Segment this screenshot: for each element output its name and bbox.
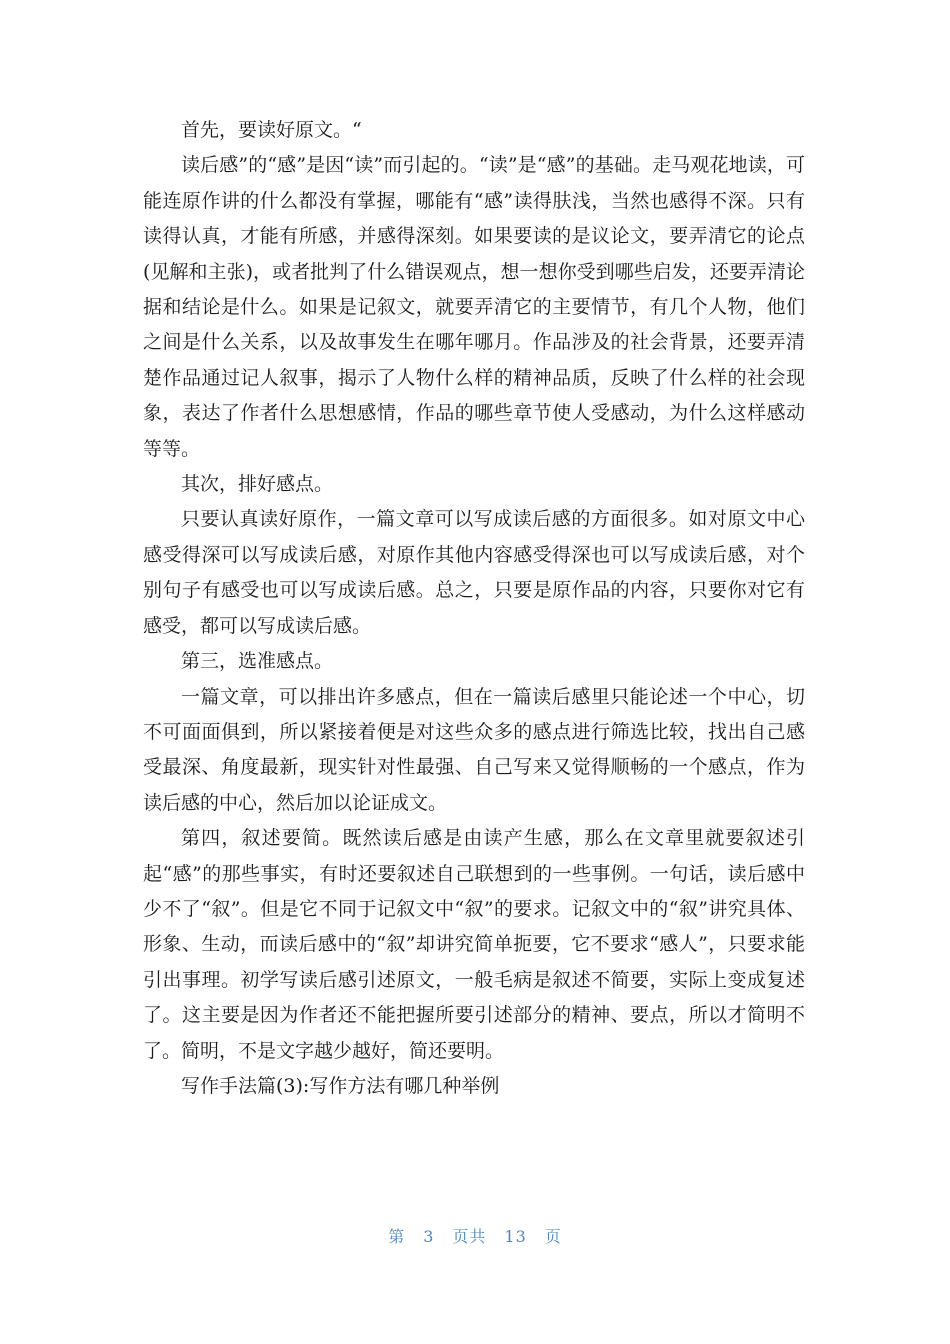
total-pages-number: 13	[504, 1227, 527, 1246]
current-page-number: 3	[423, 1227, 435, 1246]
paragraph: 第四，叙述要简。既然读后感是由读产生感，那么在文章里就要叙述引起“感”的那些事实，有时还要叙述自己联想到的一些事例。一句话，读后感中少不了“叙”。但是它不同于记叙文中“叙”的要求。记叙文中的“叙”讲究具体、形象、生动，而读后感中的“叙”却讲究简单扼要，它不要求“感人”，只要求能引出事理。初学写读后感引述原文，一般毛病是叙述不简要，实际上变成复述了。这主要是因为作者还不能把握所要引述部分的精神、要点，所以才简明不了。简明，不是文字越少越好，简还要明。	[143, 827, 805, 1062]
page-suffix: 页	[544, 1227, 562, 1246]
page-footer	[0, 1224, 950, 1247]
paragraph: 读后感”的“感”是因“读”而引起的。“读”是“感”的基础。走马观花地读，可能连原作讲的什么都没有掌握，哪能有“感”读得肤浅，当然也感得不深。只有读得认真，才能有所感，并感得深刻。如果要读的是议论文，要弄清它的论点(见解和主张)，或者批判了什么错误观点，想一想你受到哪些启发，还要弄清论据和结论是什么。如果是记叙文，就要弄清它的主要情节，有几个人物，他们之间是什么关系，以及故事发生在哪年哪月。作品涉及的社会背景，还要弄清楚作品通过记人叙事，揭示了人物什么样的精神品质，反映了什么样的社会现象，表达了作者什么思想感情，作品的哪些章节使人受感动，为什么这样感动等等。	[143, 154, 805, 460]
document-body	[143, 113, 805, 1104]
paragraph: 一篇文章，可以排出许多感点，但在一篇读后感里只能论述一个中心，切不可面面俱到，所以紧接着便是对这些众多的感点进行筛选比较，找出自己感受最深、角度最新，现实针对性最强、自己写来又觉得顺畅的一个感点，作为读后感的中心，然后加以论证成文。	[143, 685, 805, 814]
page-prefix: 第	[388, 1227, 406, 1246]
paragraph: 只要认真读好原作，一篇文章可以写成读后感的方面很多。如对原文中心感受得深可以写成读后感，对原作其他内容感受得深也可以写成读后感，对个别句子有感受也可以写成读后感。总之，只要是原作品的内容，只要你对它有感受，都可以写成读后感。	[143, 508, 805, 637]
paragraph: 其次，排好感点。	[181, 473, 334, 496]
page-middle-text: 页共	[452, 1227, 487, 1246]
paragraph: 首先，要读好原文。“	[181, 119, 362, 141]
paragraph: 第三，选准感点。	[181, 650, 334, 673]
section-heading: 写作手法篇(3):写作方法有哪几种举例	[181, 1074, 500, 1097]
